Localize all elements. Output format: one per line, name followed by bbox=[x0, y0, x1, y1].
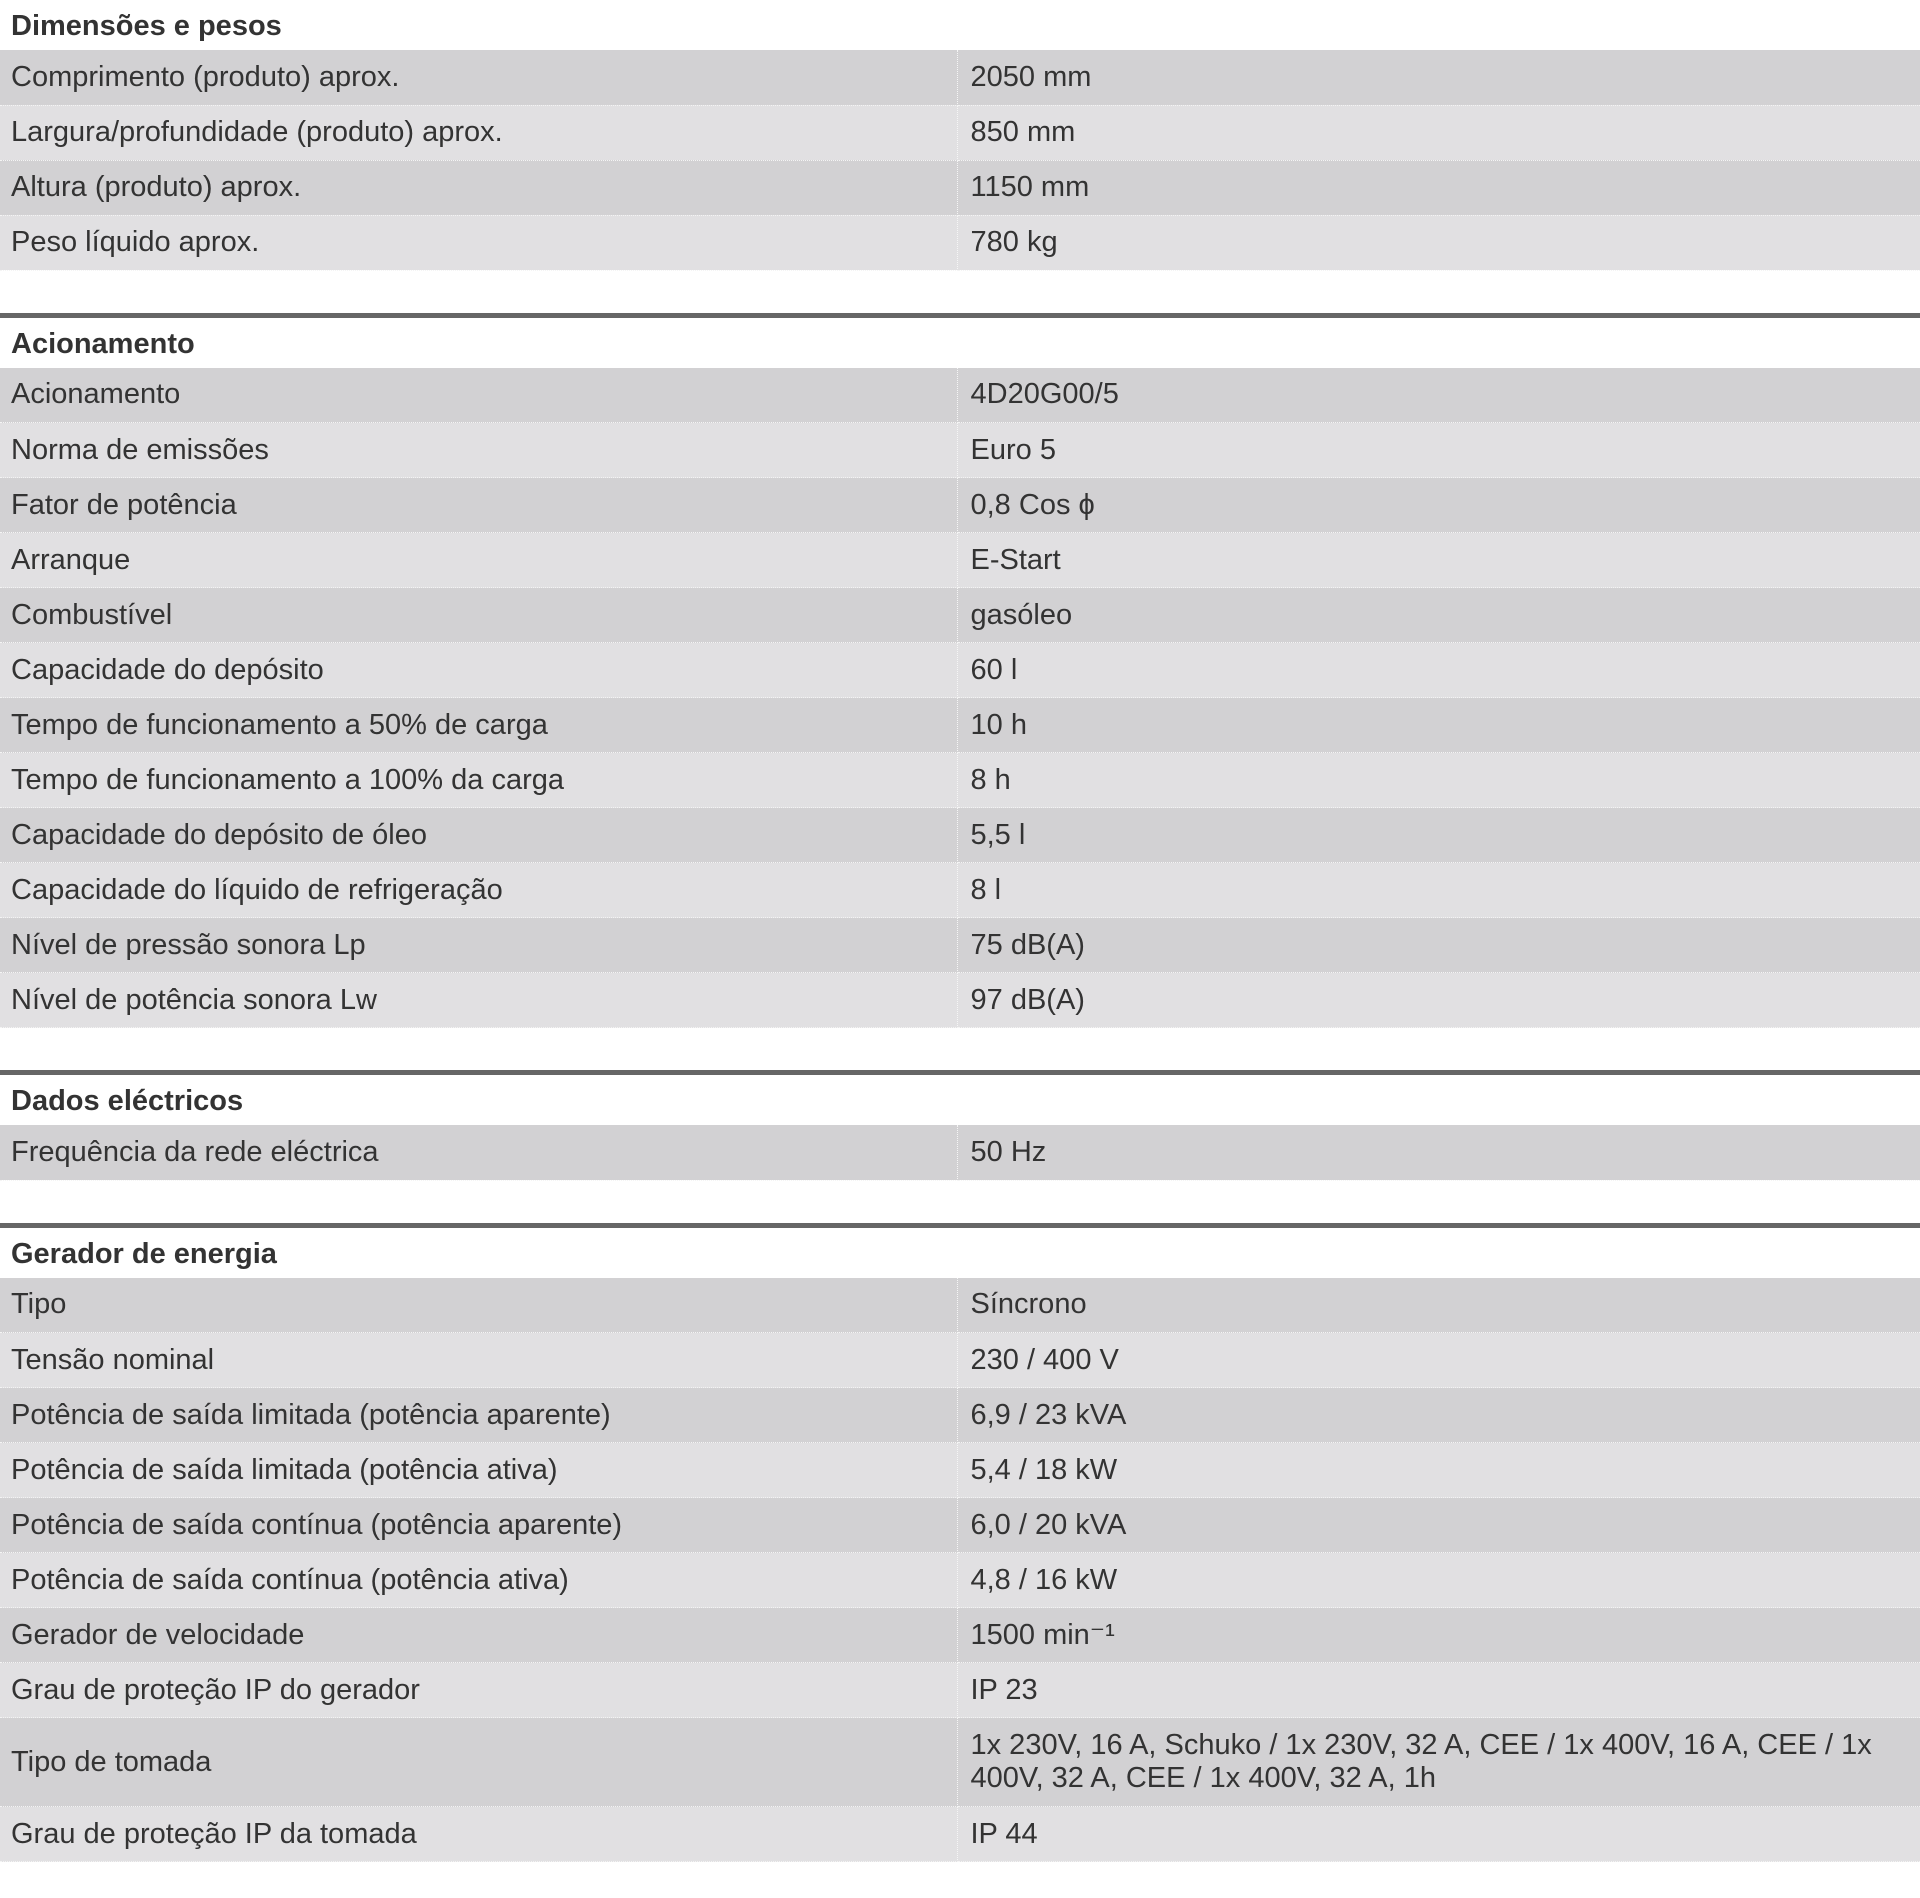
table-row bbox=[0, 1125, 1920, 1180]
row-value: E-Start bbox=[957, 533, 1920, 588]
spec-table bbox=[0, 1125, 1920, 1181]
row-label: Capacidade do líquido de refrigeração bbox=[0, 863, 957, 918]
row-label: Tipo bbox=[0, 1278, 957, 1333]
row-value: 780 kg bbox=[957, 215, 1920, 270]
row-value: 5,5 l bbox=[957, 808, 1920, 863]
table-row bbox=[0, 1443, 1920, 1498]
row-value: 8 h bbox=[957, 753, 1920, 808]
row-label: Arranque bbox=[0, 533, 957, 588]
row-value: 4D20G00/5 bbox=[957, 368, 1920, 423]
table-row bbox=[0, 50, 1920, 105]
row-label: Grau de proteção IP da tomada bbox=[0, 1807, 957, 1862]
row-label: Tempo de funcionamento a 50% de carga bbox=[0, 698, 957, 753]
row-label: Frequência da rede eléctrica bbox=[0, 1125, 957, 1180]
row-value: 10 h bbox=[957, 698, 1920, 753]
table-row bbox=[0, 105, 1920, 160]
table-row bbox=[0, 533, 1920, 588]
row-value: 2050 mm bbox=[957, 50, 1920, 105]
row-value: gasóleo bbox=[957, 588, 1920, 643]
table-row bbox=[0, 588, 1920, 643]
row-value: 4,8 / 16 kW bbox=[957, 1553, 1920, 1608]
table-row bbox=[0, 863, 1920, 918]
row-value: 8 l bbox=[957, 863, 1920, 918]
row-label: Capacidade do depósito bbox=[0, 643, 957, 698]
row-label: Tempo de funcionamento a 100% da carga bbox=[0, 753, 957, 808]
table-row bbox=[0, 918, 1920, 973]
row-value: 6,9 / 23 kVA bbox=[957, 1388, 1920, 1443]
section-title: Dados eléctricos bbox=[0, 1075, 1920, 1125]
table-row bbox=[0, 1553, 1920, 1608]
table-row bbox=[0, 808, 1920, 863]
table-row bbox=[0, 1718, 1920, 1807]
row-label: Potência de saída contínua (potência ativa) bbox=[0, 1553, 957, 1608]
spec-table bbox=[0, 368, 1920, 1029]
row-value: 50 Hz bbox=[957, 1125, 1920, 1180]
row-value: 75 dB(A) bbox=[957, 918, 1920, 973]
row-value: 97 dB(A) bbox=[957, 973, 1920, 1028]
row-value: 6,0 / 20 kVA bbox=[957, 1498, 1920, 1553]
row-value: Síncrono bbox=[957, 1278, 1920, 1333]
row-label: Largura/profundidade (produto) aprox. bbox=[0, 105, 957, 160]
table-row bbox=[0, 1498, 1920, 1553]
row-value: Euro 5 bbox=[957, 423, 1920, 478]
row-label: Potência de saída limitada (potência ativa) bbox=[0, 1443, 957, 1498]
row-value: IP 44 bbox=[957, 1807, 1920, 1862]
section-electrical-data bbox=[0, 1070, 1920, 1181]
row-label: Fator de potência bbox=[0, 478, 957, 533]
section-drive bbox=[0, 313, 1920, 1029]
row-value: 1150 mm bbox=[957, 160, 1920, 215]
row-value: 5,4 / 18 kW bbox=[957, 1443, 1920, 1498]
table-row bbox=[0, 1807, 1920, 1862]
row-value: IP 23 bbox=[957, 1663, 1920, 1718]
table-row bbox=[0, 753, 1920, 808]
section-title: Gerador de energia bbox=[0, 1228, 1920, 1278]
row-label: Altura (produto) aprox. bbox=[0, 160, 957, 215]
row-label: Nível de pressão sonora Lp bbox=[0, 918, 957, 973]
row-label: Nível de potência sonora Lw bbox=[0, 973, 957, 1028]
table-row bbox=[0, 1388, 1920, 1443]
row-label: Capacidade do depósito de óleo bbox=[0, 808, 957, 863]
table-row bbox=[0, 643, 1920, 698]
section-power-generator bbox=[0, 1223, 1920, 1863]
table-row bbox=[0, 160, 1920, 215]
row-value: 850 mm bbox=[957, 105, 1920, 160]
row-value: 60 l bbox=[957, 643, 1920, 698]
row-value: 0,8 Cos ϕ bbox=[957, 478, 1920, 533]
section-dimensions-weights bbox=[0, 0, 1920, 271]
spec-table bbox=[0, 1278, 1920, 1863]
row-label: Potência de saída contínua (potência aparente) bbox=[0, 1498, 957, 1553]
table-row bbox=[0, 1663, 1920, 1718]
row-label: Norma de emissões bbox=[0, 423, 957, 478]
row-value: 230 / 400 V bbox=[957, 1333, 1920, 1388]
row-label: Tensão nominal bbox=[0, 1333, 957, 1388]
table-row bbox=[0, 698, 1920, 753]
row-label: Gerador de velocidade bbox=[0, 1608, 957, 1663]
section-title: Acionamento bbox=[0, 318, 1920, 368]
table-row bbox=[0, 1608, 1920, 1663]
table-row bbox=[0, 478, 1920, 533]
table-row bbox=[0, 973, 1920, 1028]
row-label: Combustível bbox=[0, 588, 957, 643]
row-label: Acionamento bbox=[0, 368, 957, 423]
row-value: 1x 230V, 16 A, Schuko / 1x 230V, 32 A, CEE / 1x 400V, 16 A, CEE / 1x 400V, 32 A, CEE / 1x 400V, 32 A, 1h bbox=[957, 1718, 1920, 1807]
table-row bbox=[0, 368, 1920, 423]
row-label: Grau de proteção IP do gerador bbox=[0, 1663, 957, 1718]
table-row bbox=[0, 423, 1920, 478]
spec-table bbox=[0, 50, 1920, 271]
table-row bbox=[0, 1333, 1920, 1388]
row-label: Comprimento (produto) aprox. bbox=[0, 50, 957, 105]
table-row bbox=[0, 215, 1920, 270]
section-title: Dimensões e pesos bbox=[0, 0, 1920, 50]
row-label: Tipo de tomada bbox=[0, 1718, 957, 1807]
row-label: Potência de saída limitada (potência aparente) bbox=[0, 1388, 957, 1443]
row-label: Peso líquido aprox. bbox=[0, 215, 957, 270]
table-row bbox=[0, 1278, 1920, 1333]
row-value: 1500 min⁻¹ bbox=[957, 1608, 1920, 1663]
